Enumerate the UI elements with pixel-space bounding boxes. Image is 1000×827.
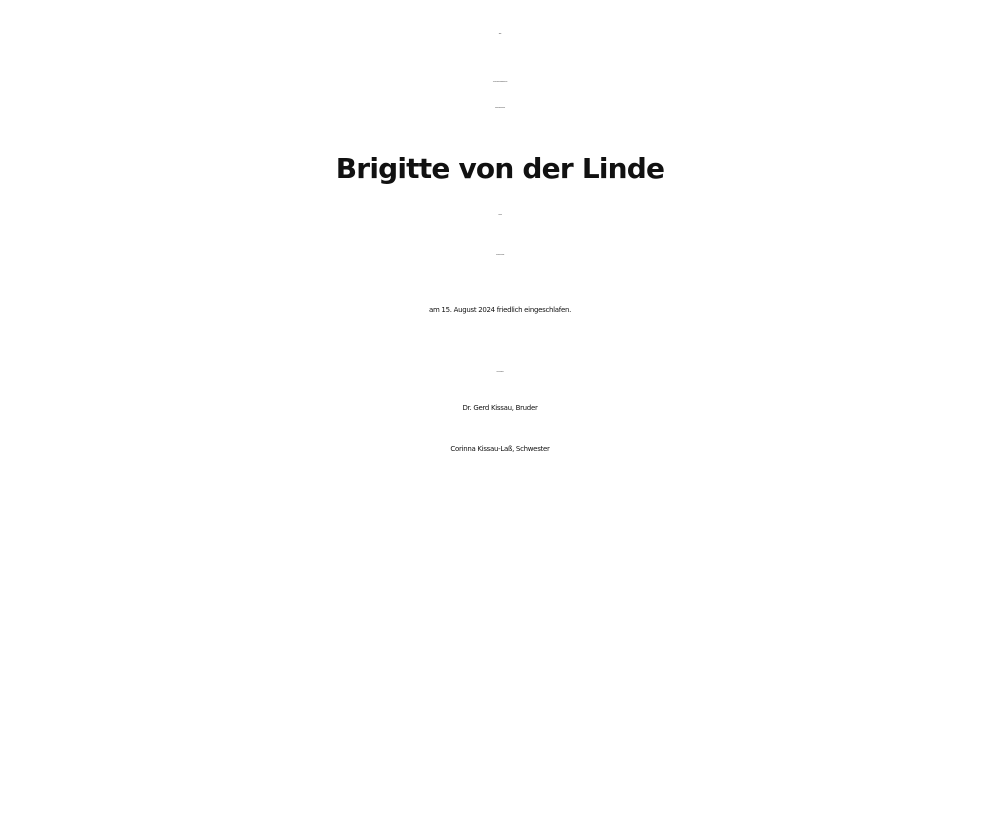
intro-line-2: ist unsere Schwester, Schwägerin und Tante xyxy=(495,108,505,109)
deceased-name: Brigitte von der Linde xyxy=(335,152,665,185)
birth-line: geb. am 8. November 1939 in Berlin xyxy=(495,255,504,256)
intro-line-1: Nur wenige Monate nach dem Tod ihres geliebten Ehemannes xyxy=(492,82,508,83)
mourner-name-1: Dr. Gerd Kissau, Bruder xyxy=(462,404,538,412)
mourner-name-2: Corinna Kissau-Laß, Schwester xyxy=(450,445,550,453)
statt-karten-line: Statt Karten xyxy=(498,34,502,35)
maiden-name: geb. Procházka xyxy=(498,215,502,216)
mourners-intro: Im Namen der Hinterbliebenen: xyxy=(496,372,504,373)
death-line: am 15. August 2024 friedlich eingeschlafen. xyxy=(428,306,572,314)
